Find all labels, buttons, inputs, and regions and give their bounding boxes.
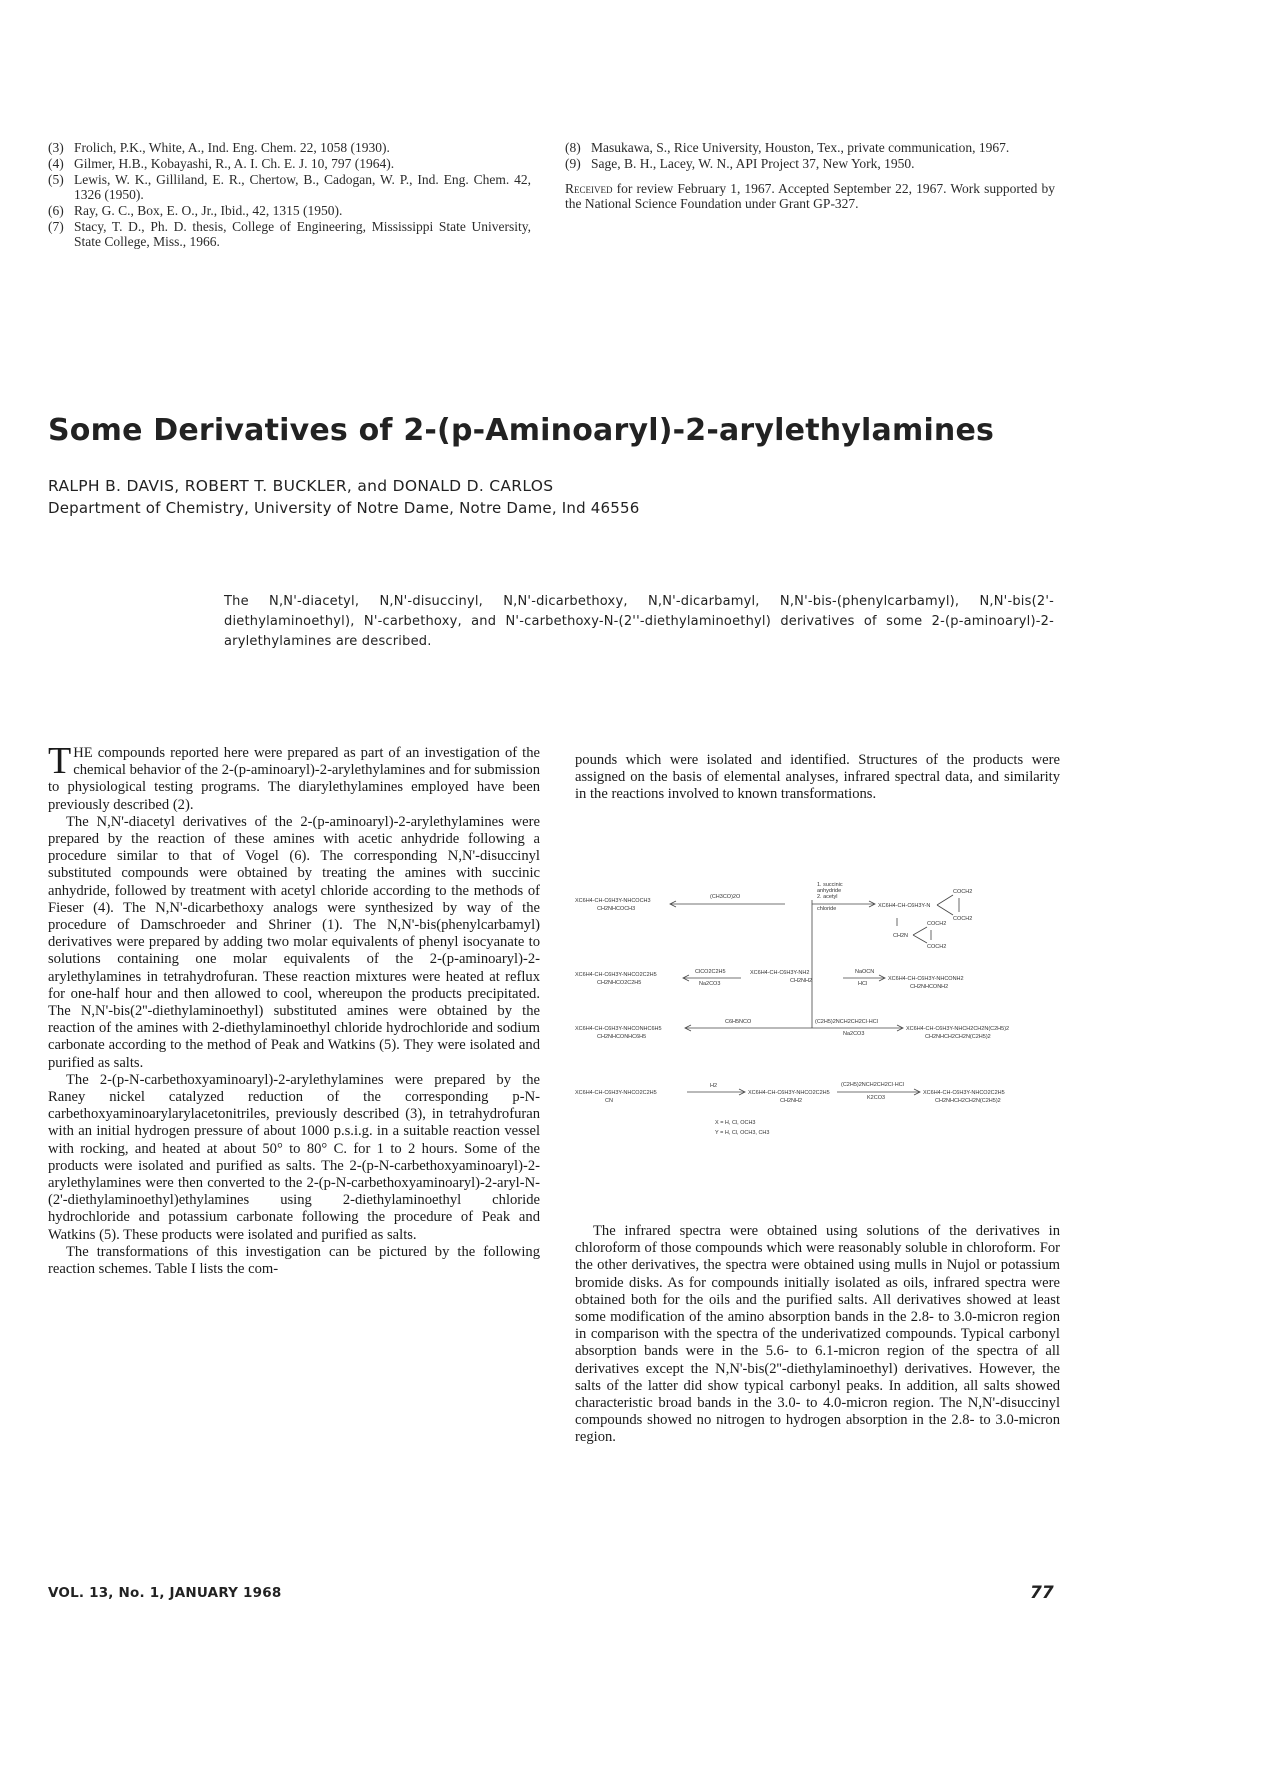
scheme-phenylcarbamyl-product: XC6H4-CH-C6H3Y-NHCONHC6H5 (575, 1026, 662, 1032)
scheme-succinyl-reagent-3: 2. acetyl (817, 894, 838, 900)
scheme-nitrile: XC6H4-CH-C6H3Y-NHCO2C2H5 (575, 1090, 657, 1096)
affiliation: Department of Chemistry, University of Notre Dame, Notre Dame, Ind 46556 (48, 499, 640, 517)
scheme-x-legend: X = H, Cl, OCH3 (715, 1120, 756, 1126)
scheme-carbamyl-acid: HCl (858, 981, 868, 987)
reference-item (48, 219, 531, 249)
scheme-reduced-sub: CH2NH2 (780, 1098, 803, 1104)
scheme-succinyl-ring-3: COCH2 (927, 921, 947, 927)
scheme-y-legend: Y = H, Cl, OCH3, CH3 (715, 1130, 770, 1136)
scheme-succinyl-reagent-1: 1. succinic (817, 882, 843, 888)
reference-number: (6) (48, 203, 64, 218)
scheme-final-product: XC6H4-CH-C6H3Y-NHCO2C2H5 (923, 1090, 1005, 1096)
authors: RALPH B. DAVIS, ROBERT T. BUCKLER, and DONALD D. CARLOS (48, 477, 554, 495)
body-paragraph-4: The transformations of this investigation can be pictured by the following reaction schemes. Table I lists the com- (48, 1243, 540, 1278)
scheme-succinyl-ring-n: CH2N (893, 933, 908, 939)
scheme-labels (575, 882, 1009, 1136)
reference-item (565, 140, 1055, 155)
scheme-succinyl-ring-1: COCH2 (953, 889, 973, 895)
reference-text: Frolich, P.K., White, A., Ind. Eng. Chem. 22, 1058 (1930). (74, 140, 390, 155)
scheme-final-reagent: (C2H5)2NCH2CH2Cl·HCl (841, 1082, 904, 1088)
body-paragraph-3: The 2-(p-N-carbethoxyaminoaryl)-2-arylethylamines were prepared by the Raney nickel catalyzed reduction of the corresponding p-N-carbethoxyaminoarylarylacetonitriles, previously described (3), in tetrahydrofuran with an initial hydrogen pressure of about 1000 p.s.i.g. in a suitable reaction vessel with rocking, and heated at about 50° to 80° C. for 1 to 2 hours. Some of the products were isolated and purified as salts. The 2-(p-N-carbethoxyaminoaryl)-2-arylethylamines were then converted to the 2-(p-N-carbethoxyaminoaryl)-2-aryl-N-(2'-diethylaminoethyl)ethylamines using 2-diethylaminoethyl chloride hydrochloride and potassium carbonate following the procedure of Peak and Watkins (5). These products were isolated and purified as salts. (48, 1071, 540, 1243)
scheme-diethylaminoethyl-product-sub: CH2NHCH2CH2N(C2H5)2 (925, 1034, 991, 1040)
reference-number: (9) (565, 156, 581, 171)
reference-text: Masukawa, S., Rice University, Houston, Tex., private communication, 1967. (591, 140, 1010, 155)
abstract: The N,N'-diacetyl, N,N'-disuccinyl, N,N'-dicarbethoxy, N,N'-dicarbamyl, N,N'-bis-(phenylcarbamyl), N,N'-bis(2'-diethylaminoethyl), N'-carbethoxy, and N'-carbethoxy-N-(2''-diethylaminoethyl) derivatives of some 2-(p-aminoaryl)-2-arylethylamines are described. (224, 594, 1054, 649)
body-column-right-top (575, 752, 1060, 804)
scheme-carbamyl-product-sub: CH2NHCONH2 (910, 984, 949, 990)
scheme-diethylaminoethyl-base: Na2CO3 (843, 1031, 865, 1037)
scheme-center-amine-sub: CH2NH2 (790, 978, 813, 984)
scheme-succinyl-product: XC6H4-CH-C6H3Y-N (878, 903, 931, 909)
body-column-left (48, 740, 540, 1278)
body-right-paragraph-1: pounds which were isolated and identified. Structures of the products were assigned on the basis of elemental analyses, infrared spectral data, and similarity in the reactions involved to known transformations. (575, 752, 1060, 803)
body-paragraph-1-text: HE compounds reported here were prepared as part of an investigation of the chemical behavior of the 2-(p-aminoaryl)-2-arylethylamines and for submission to physiological testing programs. The diarylethylamines employed have been previously described (2). (48, 745, 540, 813)
scheme-carbethoxy-base: Na2CO3 (699, 981, 721, 987)
reference-item (48, 172, 531, 202)
scheme-acetyl-reagent: (CH3CO)2O (710, 894, 741, 900)
reference-number: (4) (48, 156, 64, 171)
references-right (565, 140, 1055, 211)
reference-text: Sage, B. H., Lacey, W. N., API Project 37, New York, 1950. (591, 156, 915, 171)
reference-item (565, 156, 1055, 171)
scheme-phenylcarbamyl-reagent: C6H5NCO (725, 1019, 752, 1025)
reference-number: (7) (48, 219, 64, 234)
scheme-diethylaminoethyl-reagent: (C2H5)2NCH2CH2Cl·HCl (815, 1019, 878, 1025)
scheme-h2-reagent: H2 (710, 1083, 718, 1089)
body-paragraph-2: The N,N'-diacetyl derivatives of the 2-(p-aminoaryl)-2-arylethylamines were prepared by the reaction of these amines with acetic anhydride following a procedure similar to that of Vogel (6). The corresponding N,N'-disuccinyl substituted compounds were obtained by treating the amines with succinic anhydride, followed by treatment with acetyl chloride according to the methods of Fieser (4). The N,N'-dicarbethoxy analogs were synthesized by way of the procedure of Damschroeder and Shriner (1). The N,N'-bis(phenylcarbamyl) derivatives were prepared by adding two molar equivalents of phenyl isocyanate to solutions containing one molar equivalents of the 2-(p-aminoaryl)-2-arylethylamines in tetrahydrofuran. These reaction mixtures were heated at reflux for one-half hour and then allowed to cool, whereupon the products precipitated. The N,N'-bis(2''-diethylaminoethyl) substituted amines were obtained by the reaction of the amines with 2-diethylaminoethyl chloride hydrochloride and sodium carbonate according to the method of Peak and Watkins (5). They were isolated and purified as salts. (48, 813, 540, 1071)
scheme-phenylcarbamyl-product-sub: CH2NHCONHC6H5 (597, 1034, 647, 1040)
scheme-final-product-sub: CH2NHCH2CH2N(C2H5)2 (935, 1098, 1001, 1104)
scheme-center-amine: XC6H4-CH-C6H3Y-NH2 (750, 970, 810, 976)
body-right-paragraph-2: The infrared spectra were obtained using solutions of the derivatives in chloroform of those compounds which were reasonably soluble in chloroform. For the other derivatives, the spectra were obtained using mulls in Nujol or potassium bromide disks. As for compounds initially isolated as oils, infrared spectra were obtained both for the oils and the purified salts. All derivatives showed at least some modification of the amino absorption bands in the 2.8- to 3.0-micron region in comparison with the spectra of the underivatized compounds. Typical carbonyl absorption bands were in the 5.6- to 6.1-micron region of the spectra of all derivatives except the N,N'-bis(2''-diethylaminoethyl) derivatives. However, the salts of the latter did show typical carbonyl peaks. In addition, all salts showed characteristic broad bands in the 3.0- to 4.0-micron region. The N,N'-disuccinyl compounds showed no nitrogen to hydrogen absorption in the 2.8- to 3.0-micron region. (575, 1223, 1060, 1446)
scheme-succinyl-ring-4: COCH2 (927, 944, 947, 950)
footer-volume: VOL. 13, No. 1, JANUARY 1968 (48, 1585, 282, 1601)
reference-item (48, 203, 531, 218)
scheme-nitrile-sub: CN (605, 1098, 613, 1104)
scheme-lines (670, 895, 959, 1095)
scheme-carbethoxy-product: XC6H4-CH-C6H3Y-NHCO2C2H5 (575, 972, 657, 978)
reference-text: Lewis, W. K., Gilliland, E. R., Chertow, B., Cadogan, W. P., Ind. Eng. Chem. 42, 1326 (1950). (74, 172, 531, 202)
page-number: 77 (1030, 1583, 1054, 1603)
body-column-right-bottom (575, 1223, 1060, 1447)
references-right-list (565, 140, 1055, 171)
references-left (48, 140, 531, 250)
scheme-succinyl-ring-2: COCH2 (953, 916, 973, 922)
body-paragraph-1 (48, 740, 540, 814)
reference-item (48, 156, 531, 171)
scheme-carbamyl-product: XC6H4-CH-C6H3Y-NHCONH2 (888, 976, 964, 982)
reference-item (48, 140, 531, 155)
article-title: Some Derivatives of 2-(p-Aminoaryl)-2-arylethylamines (48, 413, 995, 448)
reference-number: (8) (565, 140, 581, 155)
scheme-carbamyl-reagent: NaOCN (855, 969, 875, 975)
scheme-final-base: K2CO3 (867, 1095, 886, 1101)
drop-cap: T (48, 740, 72, 782)
received-note (565, 181, 1055, 211)
reference-text: Ray, G. C., Box, E. O., Jr., Ibid., 42, 1315 (1950). (74, 203, 343, 218)
received-label: Received (565, 181, 613, 196)
scheme-reduced: XC6H4-CH-C6H3Y-NHCO2C2H5 (748, 1090, 830, 1096)
scheme-succinyl-reagent-4: chloride (817, 906, 837, 912)
scheme-succinyl-reagent-2: anhydride (817, 888, 842, 894)
scheme-acetyl-product-sub: CH2NHCOCH3 (597, 906, 636, 912)
scheme-diethylaminoethyl-product: XC6H4-CH-C6H3Y-NHCH2CH2N(C2H5)2 (906, 1026, 1010, 1032)
scheme-carbethoxy-product-sub: CH2NHCO2C2H5 (597, 980, 642, 986)
received-text: for review February 1, 1967. Accepted September 22, 1967. Work supported by the National Science Foundation under Grant GP-327. (565, 181, 1056, 211)
scheme-acetyl-product: XC6H4-CH-C6H3Y-NHCOCH3 (575, 898, 651, 904)
reference-number: (5) (48, 172, 64, 187)
reference-text: Gilmer, H.B., Kobayashi, R., A. I. Ch. E. J. 10, 797 (1964). (74, 156, 395, 171)
reaction-scheme (575, 880, 1065, 1180)
scheme-carbethoxy-reagent: ClCO2C2H5 (695, 969, 726, 975)
reference-text: Stacy, T. D., Ph. D. thesis, College of Engineering, Mississippi State University, State College, Miss., 1966. (74, 219, 531, 249)
reference-number: (3) (48, 140, 64, 155)
